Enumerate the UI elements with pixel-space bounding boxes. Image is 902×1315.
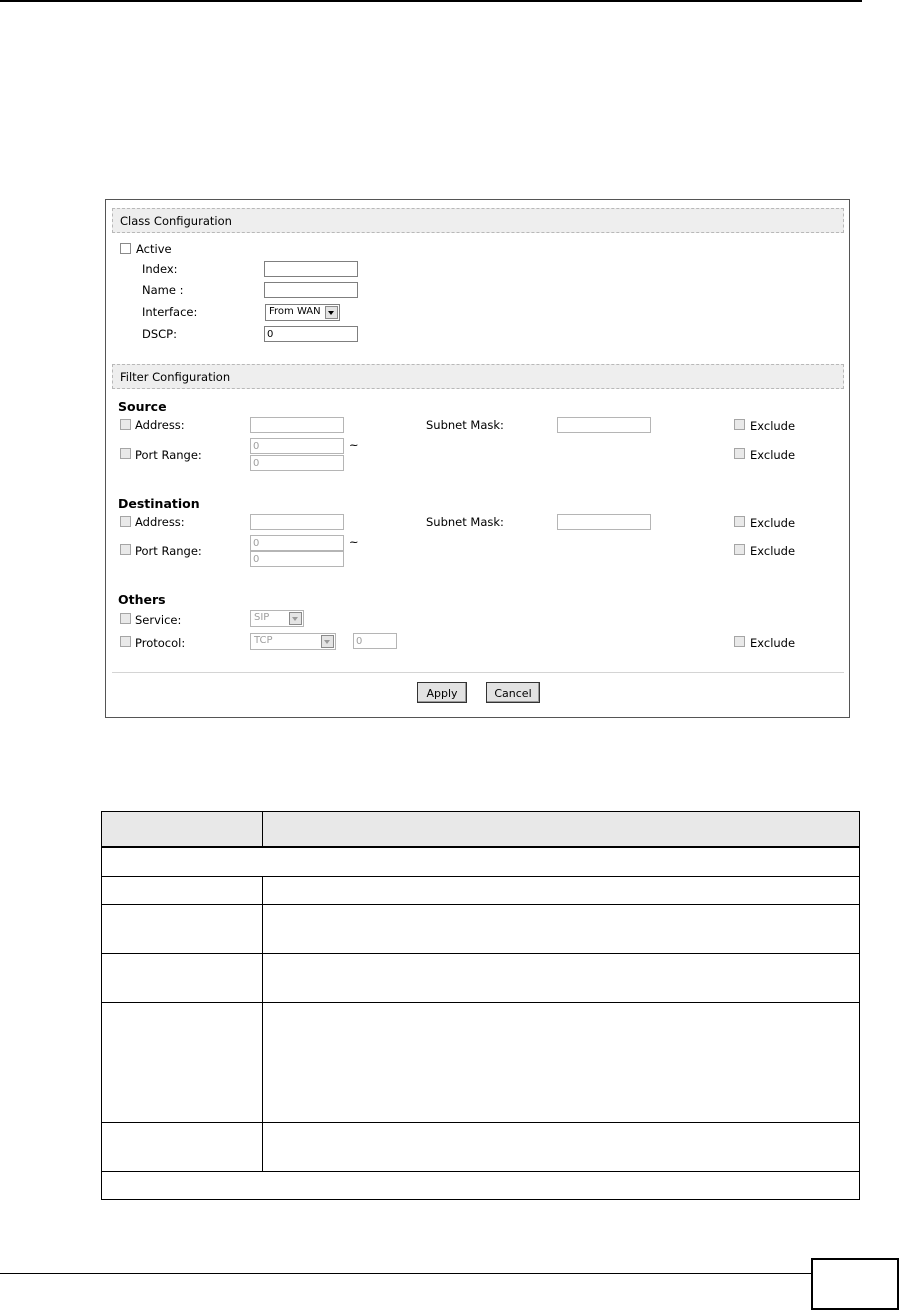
source-subnet-label: Subnet Mask: — [426, 418, 504, 432]
table-row — [102, 877, 860, 905]
destination-port-range-label: Port Range: — [135, 544, 202, 558]
interface-label: Interface: — [142, 305, 198, 319]
destination-subnet-input[interactable] — [557, 514, 651, 530]
destination-port-exclude-checkbox[interactable] — [734, 544, 745, 555]
source-port-tilde: ~ — [349, 438, 359, 452]
table-row — [102, 1123, 860, 1172]
index-input[interactable] — [264, 261, 358, 277]
table-row — [102, 954, 860, 1003]
chevron-down-icon — [321, 635, 334, 648]
table-row — [102, 1003, 860, 1123]
index-label: Index: — [142, 262, 178, 276]
table-cell — [102, 905, 263, 954]
dscp-input[interactable] — [264, 326, 358, 342]
destination-address-label: Address: — [135, 515, 185, 529]
table-header-cell — [102, 812, 263, 848]
cancel-button[interactable]: Cancel — [486, 682, 540, 703]
class-configuration-panel — [105, 199, 850, 718]
source-heading: Source — [118, 399, 167, 414]
source-address-label: Address: — [135, 418, 185, 432]
table-cell — [102, 1172, 860, 1200]
divider — [112, 672, 844, 673]
table-header-cell — [263, 812, 860, 848]
name-input[interactable] — [264, 282, 358, 298]
destination-port-range-checkbox[interactable] — [120, 544, 131, 555]
source-port-to-input[interactable] — [250, 455, 344, 471]
protocol-select[interactable] — [250, 633, 336, 650]
class-configuration-header: Class Configuration — [112, 208, 844, 233]
destination-address-checkbox[interactable] — [120, 516, 131, 527]
active-checkbox[interactable] — [120, 243, 131, 254]
destination-heading: Destination — [118, 496, 200, 511]
source-subnet-input[interactable] — [557, 417, 651, 433]
destination-port-exclude-label: Exclude — [750, 544, 796, 558]
table-cell — [102, 877, 263, 905]
source-address-exclude-label: Exclude — [750, 419, 796, 433]
table-cell — [263, 905, 860, 954]
protocol-exclude-checkbox[interactable] — [734, 636, 745, 647]
name-label: Name : — [142, 283, 184, 297]
source-address-exclude-checkbox[interactable] — [734, 419, 745, 430]
table-row — [102, 847, 860, 877]
dscp-label: DSCP: — [142, 327, 177, 341]
table-header-row — [102, 812, 860, 848]
destination-address-exclude-label: Exclude — [750, 516, 796, 530]
table-cell — [263, 877, 860, 905]
table-cell — [102, 1123, 263, 1172]
source-address-input[interactable] — [250, 417, 344, 433]
destination-address-exclude-checkbox[interactable] — [734, 516, 745, 527]
active-label: Active — [136, 242, 172, 256]
protocol-select-value: TCP — [254, 635, 273, 646]
chevron-down-icon — [289, 612, 302, 625]
service-label: Service: — [135, 613, 182, 627]
bottom-rule — [0, 1273, 812, 1274]
destination-subnet-label: Subnet Mask: — [426, 515, 504, 529]
source-address-checkbox[interactable] — [120, 419, 131, 430]
page-number-box — [811, 1258, 899, 1310]
source-port-exclude-label: Exclude — [750, 448, 796, 462]
description-table — [101, 811, 860, 1200]
source-port-range-label: Port Range: — [135, 448, 202, 462]
source-port-from-input[interactable] — [250, 438, 344, 454]
protocol-exclude-label: Exclude — [750, 636, 796, 650]
interface-select[interactable] — [265, 304, 340, 321]
table-cell — [263, 1003, 860, 1123]
destination-port-to-input[interactable] — [250, 551, 344, 567]
top-rule — [0, 0, 862, 2]
protocol-checkbox[interactable] — [120, 636, 131, 647]
table-cell — [102, 954, 263, 1003]
others-heading: Others — [118, 592, 166, 607]
destination-port-tilde: ~ — [349, 535, 359, 549]
destination-port-from-input[interactable] — [250, 535, 344, 551]
service-select[interactable] — [250, 610, 304, 627]
source-port-range-checkbox[interactable] — [120, 448, 131, 459]
table-cell — [263, 1123, 860, 1172]
apply-button[interactable]: Apply — [417, 682, 467, 703]
source-port-exclude-checkbox[interactable] — [734, 448, 745, 459]
table-cell — [102, 1003, 263, 1123]
chevron-down-icon — [325, 306, 338, 319]
service-checkbox[interactable] — [120, 613, 131, 624]
table-row — [102, 905, 860, 954]
protocol-number-input[interactable] — [353, 633, 397, 649]
table-row — [102, 1172, 860, 1200]
protocol-label: Protocol: — [135, 636, 186, 650]
filter-configuration-header: Filter Configuration — [112, 364, 844, 389]
table-cell — [263, 954, 860, 1003]
table-cell — [102, 847, 860, 877]
service-select-value: SIP — [254, 612, 270, 623]
interface-select-value: From WAN — [269, 306, 321, 317]
destination-address-input[interactable] — [250, 514, 344, 530]
